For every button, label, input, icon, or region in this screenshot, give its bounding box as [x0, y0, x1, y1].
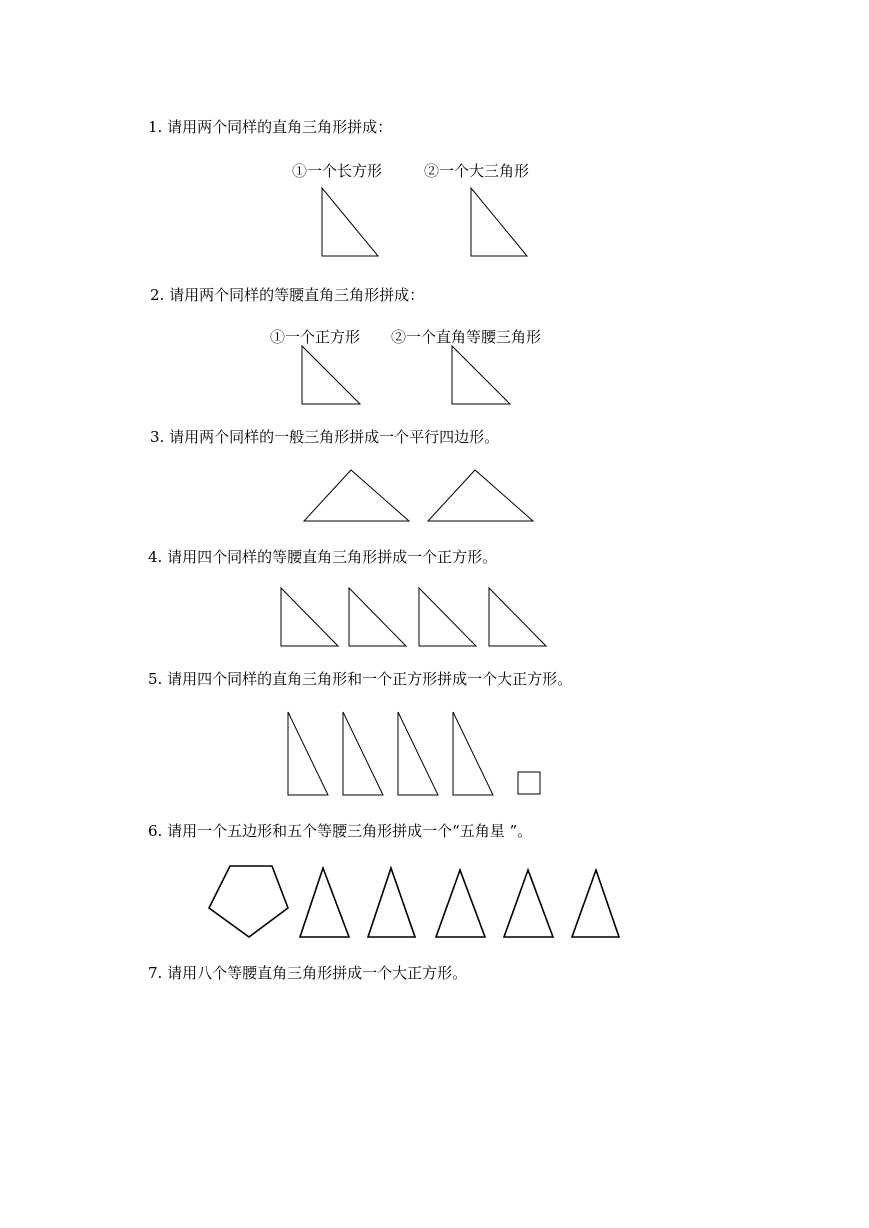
- q6-isosceles-triangle-1: [300, 868, 349, 937]
- q5-right-triangle-1: [288, 712, 328, 795]
- question-1-text: 1. 请用两个同样的直角三角形拼成：: [148, 118, 393, 136]
- q4-isosceles-right-triangle-3: [419, 588, 476, 646]
- question-6-text: 6. 请用一个五边形和五个等腰三角形拼成一个“五角星 ”。: [148, 822, 533, 840]
- question-4-text: 4. 请用四个同样的等腰直角三角形拼成一个正方形。: [148, 548, 498, 566]
- question-2-text: 2. 请用两个同样的等腰直角三角形拼成：: [150, 286, 425, 304]
- q6-pentagon: [209, 866, 288, 937]
- q1-right-triangle-1: [322, 188, 378, 256]
- q4-isosceles-right-triangle-2: [349, 588, 406, 646]
- question-3-text: 3. 请用两个同样的一般三角形拼成一个平行四边形。: [150, 428, 500, 446]
- q2-isosceles-right-triangle-2: [452, 346, 510, 404]
- q3-triangle-1: [304, 470, 409, 521]
- q5-small-square: [518, 772, 540, 794]
- q5-right-triangle-4: [453, 712, 493, 795]
- q5-right-triangle-2: [343, 712, 383, 795]
- q6-isosceles-triangle-4: [504, 870, 553, 937]
- q6-isosceles-triangle-2: [368, 868, 415, 937]
- q4-isosceles-right-triangle-1: [281, 588, 338, 646]
- question-1-option-rectangle: ①一个长方形: [292, 162, 383, 180]
- q5-right-triangle-3: [398, 712, 438, 795]
- q1-right-triangle-2: [471, 188, 527, 256]
- q4-isosceles-right-triangle-4: [489, 588, 546, 646]
- q2-isosceles-right-triangle-1: [302, 346, 360, 404]
- question-2-option-square: ①一个正方形: [270, 328, 361, 346]
- question-5-text: 5. 请用四个同样的直角三角形和一个正方形拼成一个大正方形。: [148, 670, 573, 688]
- question-7-text: 7. 请用八个等腰直角三角形拼成一个大正方形。: [148, 964, 468, 982]
- q3-triangle-2: [428, 470, 533, 521]
- question-2-option-isosceles-right-triangle: ②一个直角等腰三角形: [391, 328, 542, 346]
- q6-isosceles-triangle-3: [436, 870, 485, 937]
- q6-isosceles-triangle-5: [572, 870, 619, 937]
- question-1-option-big-triangle: ②一个大三角形: [424, 162, 530, 180]
